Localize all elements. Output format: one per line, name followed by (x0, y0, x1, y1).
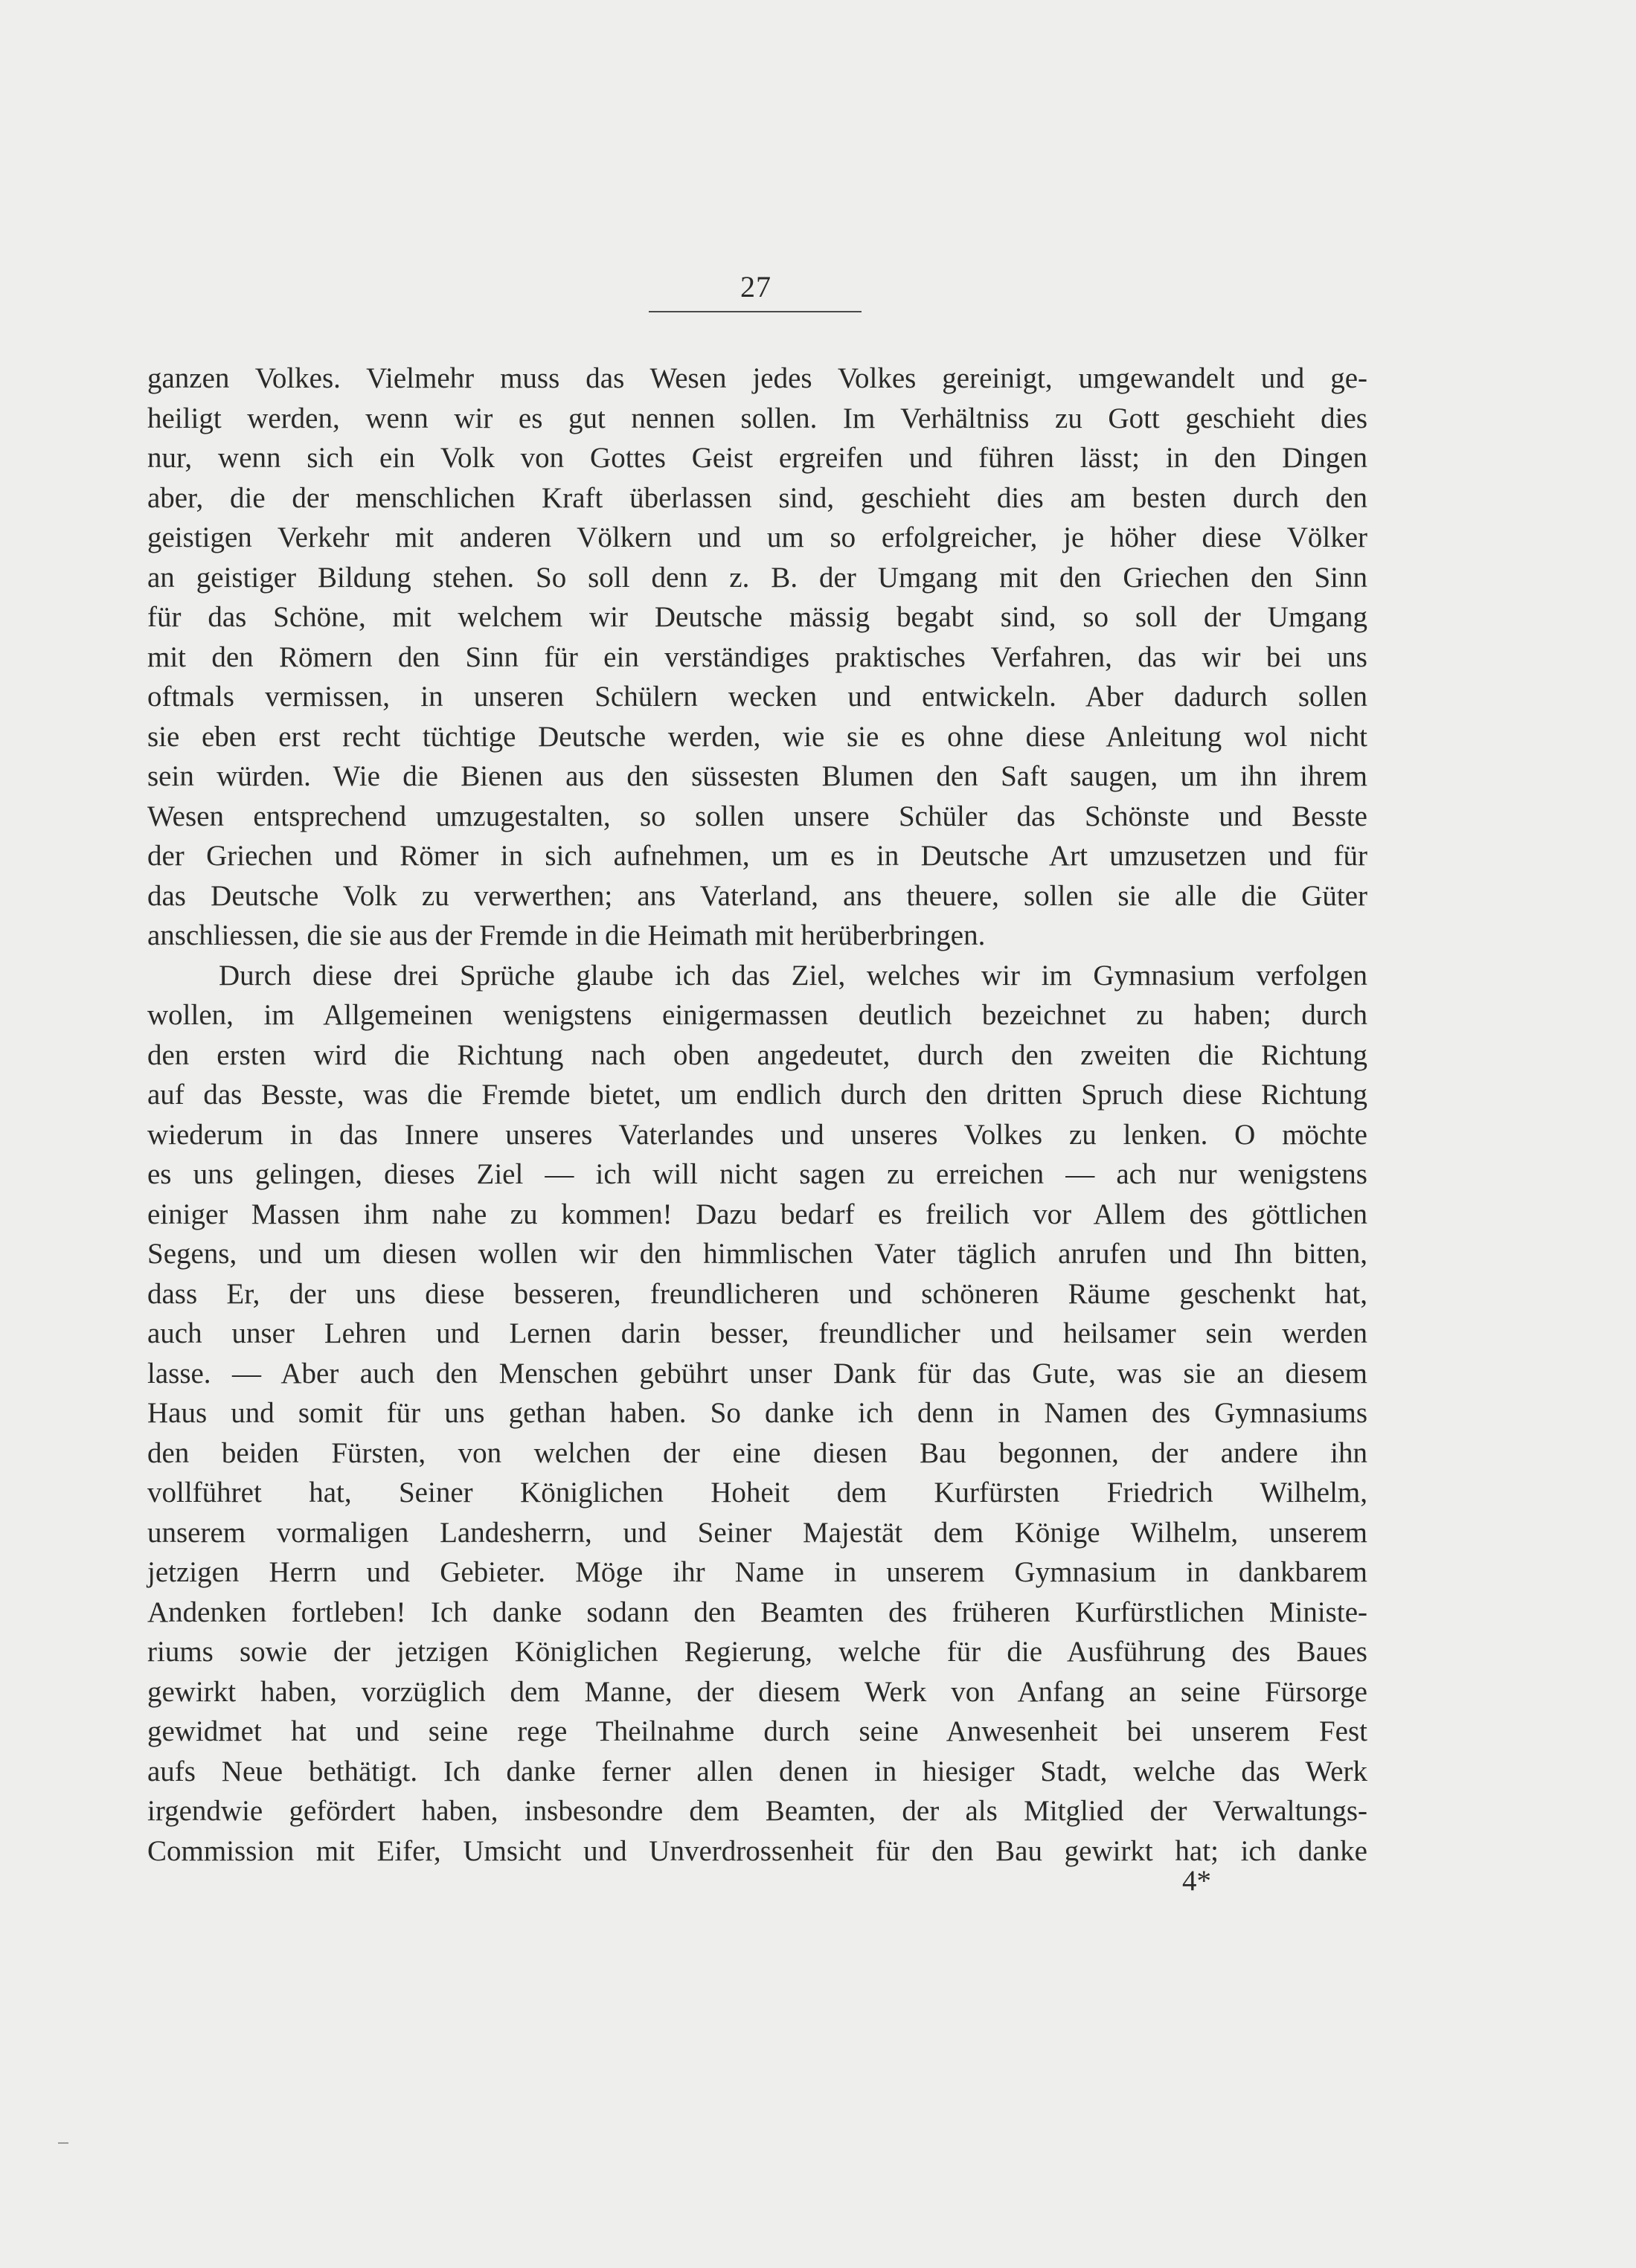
paper-speck (58, 2142, 68, 2144)
text-line: Commission mit Eifer, Umsicht und Unverdrossenheit für den Bau gewirkt hat; ich danke (147, 1834, 1367, 1867)
signature-mark: 4* (1182, 1865, 1211, 1897)
text-line: heiligt werden, wenn wir es gut nennen sollen. Im Verhältniss zu Gott geschieht dies (147, 402, 1367, 434)
text-line: den beiden Fürsten, von welchen der eine diesen Bau begonnen, der andere ihn (147, 1436, 1367, 1469)
text-line: für das Schöne, mit welchem wir Deutsche mässig begabt sind, so soll der Umgang (147, 601, 1367, 633)
text-line: es uns gelingen, dieses Ziel — ich will nicht sagen zu erreichen — ach nur wenigstens (147, 1158, 1367, 1190)
text-line: sein würden. Wie die Bienen aus den süssesten Blumen den Saft saugen, um ihn ihrem (147, 760, 1367, 792)
text-line: geistigen Verkehr mit anderen Völkern und um so erfolgreicher, je höher diese Völker (147, 521, 1367, 553)
text-line: Andenken fortleben! Ich danke sodann den Beamten des früheren Kurfürstlichen Ministe- (147, 1596, 1367, 1628)
text-line: wollen, im Allgemeinen wenigstens einigermassen deutlich bezeichnet zu haben; durch (147, 999, 1367, 1031)
text-line: dass Er, der uns diese besseren, freundlicheren und schöneren Räume geschenkt hat, (147, 1277, 1367, 1310)
text-line: unserem vormaligen Landesherrn, und Seiner Majestät dem Könige Wilhelm, unserem (147, 1516, 1367, 1549)
page-number: 27 (740, 270, 772, 303)
text-line: Segens, und um diesen wollen wir den himmlischen Vater täglich anrufen und Ihn bitten, (147, 1238, 1367, 1270)
text-line: Haus und somit für uns gethan haben. So danke ich denn in Namen des Gymnasiums (147, 1397, 1367, 1429)
text-line: jetzigen Herrn und Gebieter. Möge ihr Name in unserem Gymnasium in dankbarem (147, 1556, 1367, 1588)
text-line: einiger Massen ihm nahe zu kommen! Dazu bedarf es freilich vor Allem des göttlichen (147, 1198, 1367, 1230)
text-line: mit den Römern den Sinn für ein verständiges praktisches Verfahren, das wir bei uns (147, 640, 1367, 673)
text-line: oftmals vermissen, in unseren Schülern wecken und entwickeln. Aber dadurch sollen (147, 681, 1367, 713)
text-line: aber, die der menschlichen Kraft überlassen sind, geschieht dies am besten durch den (147, 481, 1367, 514)
text-line: der Griechen und Römer in sich aufnehmen, um es in Deutsche Art umzusetzen und für (147, 840, 1367, 872)
text-line: den ersten wird die Richtung nach oben angedeutet, durch den zweiten die Richtung (147, 1038, 1367, 1071)
text-line: vollführet hat, Seiner Königlichen Hoheit dem Kurfürsten Friedrich Wilhelm, (147, 1477, 1367, 1509)
text-line: an geistiger Bildung stehen. So soll denn z. B. der Umgang mit den Griechen den Sinn (147, 561, 1367, 594)
text-line: riums sowie der jetzigen Königlichen Regierung, welche für die Ausführung des Baues (147, 1636, 1367, 1668)
text-line: wiederum in das Innere unseres Vaterlandes und unseres Volkes zu lenken. O möchte (147, 1118, 1367, 1151)
text-line: sie eben erst recht tüchtige Deutsche werden, wie sie es ohne diese Anleitung wol nicht (147, 720, 1367, 753)
text-line: das Deutsche Volk zu verwerthen; ans Vaterland, ans theuere, sollen sie alle die Güter (147, 879, 1367, 912)
text-line: gewirkt haben, vorzüglich dem Manne, der diesem Werk von Anfang an seine Fürsorge (147, 1675, 1367, 1708)
body-text (147, 359, 1367, 1871)
text-line: lasse. — Aber auch den Menschen gebührt unser Dank für das Gute, was sie an diesem (147, 1357, 1367, 1390)
text-line: irgendwie gefördert haben, insbesondre dem Beamten, der als Mitglied der Verwaltungs- (147, 1795, 1367, 1827)
text-line: gewidmet hat und seine rege Theilnahme durch seine Anwesenheit bei unserem Fest (147, 1715, 1367, 1747)
text-line: nur, wenn sich ein Volk von Gottes Geist ergreifen und führen lässt; in den Dingen (147, 442, 1367, 474)
text-line: auch unser Lehren und Lernen darin besser, freundlicher und heilsamer sein werden (147, 1317, 1367, 1349)
text-line: aufs Neue bethätigt. Ich danke ferner allen denen in hiesiger Stadt, welche das Werk (147, 1755, 1367, 1787)
text-line: ganzen Volkes. Vielmehr muss das Wesen jedes Volkes gereinigt, umgewandelt und ge- (147, 362, 1367, 394)
header-rule (649, 311, 862, 312)
paragraph-end-line: anschliessen, die sie aus der Fremde in die Heimath mit herüberbringen. (147, 919, 986, 951)
paragraph-start-line: Durch diese drei Sprüche glaube ich das Ziel, welches wir im Gymnasium verfolgen (219, 959, 1367, 992)
text-line: auf das Besste, was die Fremde bietet, um endlich durch den dritten Spruch diese Richtung (147, 1079, 1367, 1111)
text-line: Wesen entsprechend umzugestalten, so sollen unsere Schüler das Schönste und Besste (147, 800, 1367, 832)
